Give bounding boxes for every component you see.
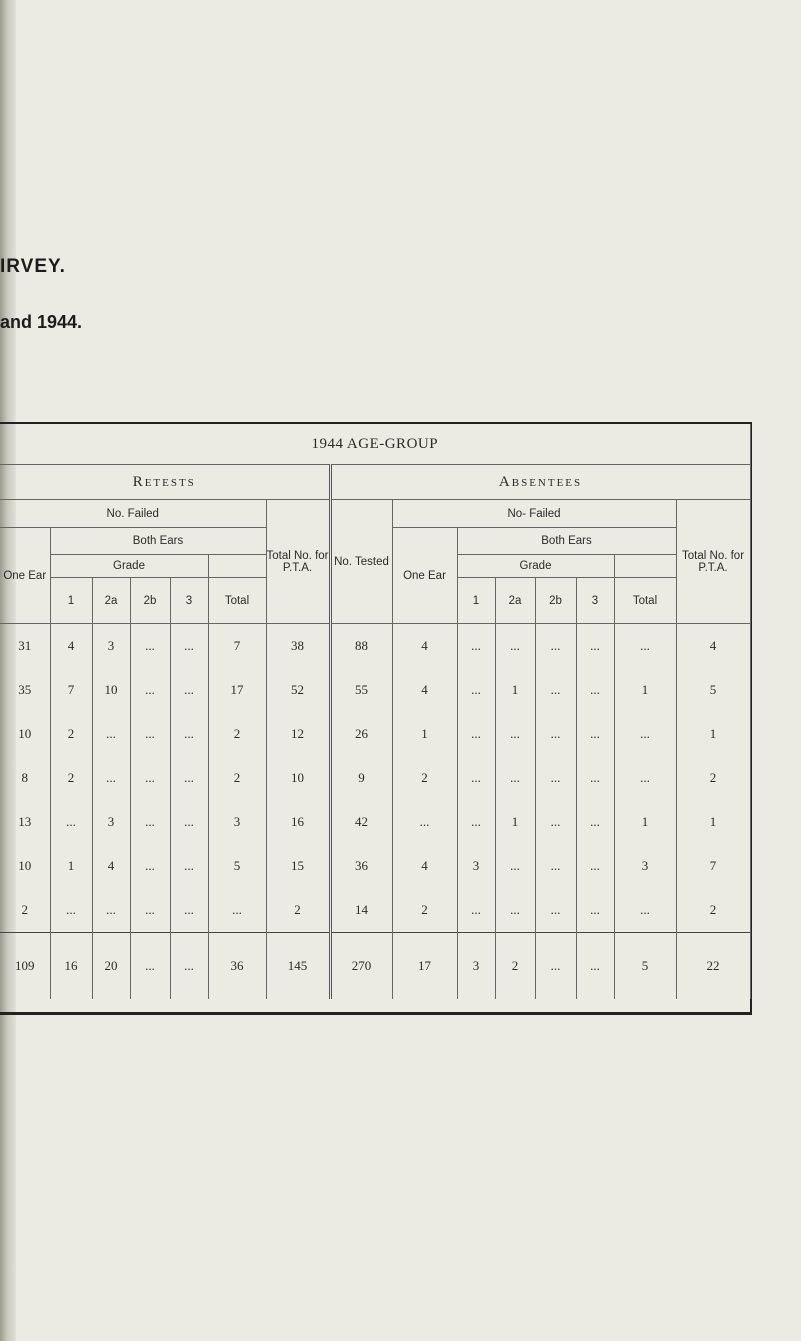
absentees-both-ears-header: Both Ears: [457, 528, 676, 555]
table-cell: ...: [535, 712, 576, 756]
table-cell: 16: [266, 800, 330, 844]
table-cell: 1: [676, 800, 750, 844]
absentees-grade-3-header: 3: [576, 578, 614, 624]
table-cell: 3: [457, 844, 495, 888]
table-cell: 2: [392, 888, 457, 933]
table-cell: ...: [50, 888, 92, 933]
table-row: [0, 668, 750, 712]
table-cell: 1: [392, 712, 457, 756]
table-cell: ...: [130, 712, 170, 756]
table-cell: 2: [266, 888, 330, 933]
table-cell: ...: [170, 933, 208, 1000]
table-cell: 2: [50, 756, 92, 800]
table-row: [0, 844, 750, 888]
table-cell: ...: [457, 888, 495, 933]
table-cell: ...: [495, 624, 535, 669]
retests-total-header: Total: [208, 578, 266, 624]
table-cell: 13: [0, 800, 50, 844]
table-cell: 4: [392, 844, 457, 888]
age-group-table: [0, 424, 751, 999]
retests-grade-1-header: 1: [50, 578, 92, 624]
table-cell: 4: [676, 624, 750, 669]
retests-both-ears-header: Both Ears: [50, 528, 266, 555]
table-cell: 1: [676, 712, 750, 756]
table-cell: 17: [208, 668, 266, 712]
absentees-blank-header: [614, 555, 676, 578]
table-cell: ...: [170, 844, 208, 888]
table-row: [0, 888, 750, 933]
table-row: [0, 712, 750, 756]
table-cell: ...: [392, 800, 457, 844]
table-cell: 1: [614, 800, 676, 844]
table-cell: 7: [676, 844, 750, 888]
absentees-grade-header: Grade: [457, 555, 614, 578]
table-cell: 1: [50, 844, 92, 888]
table-cell: 10: [92, 668, 130, 712]
table-cell: 145: [266, 933, 330, 1000]
table-cell: ...: [130, 624, 170, 669]
table-cell: 31: [0, 624, 50, 669]
table-title: 1944 AGE-GROUP: [0, 424, 750, 465]
table-cell: 16: [50, 933, 92, 1000]
table-cell: 3: [92, 624, 130, 669]
retests-grade-2a-header: 2a: [92, 578, 130, 624]
table-cell: 2: [208, 712, 266, 756]
table-cell: ...: [92, 756, 130, 800]
table-cell: 35: [0, 668, 50, 712]
table-cell: 2: [495, 933, 535, 1000]
table-cell: ...: [170, 800, 208, 844]
no-tested-header: No. Tested: [330, 500, 392, 624]
table-row: [0, 800, 750, 844]
table-cell: ...: [495, 756, 535, 800]
table-cell: 109: [0, 933, 50, 1000]
table-cell: ...: [576, 668, 614, 712]
table-cell: 2: [50, 712, 92, 756]
table-cell: 3: [614, 844, 676, 888]
table-cell: ...: [535, 756, 576, 800]
table-cell: 2: [208, 756, 266, 800]
table-cell: ...: [457, 624, 495, 669]
table-cell: 4: [392, 624, 457, 669]
retests-grade-header: Grade: [50, 555, 208, 578]
table-cell: 5: [676, 668, 750, 712]
table-row: [0, 756, 750, 800]
table-cell: 9: [330, 756, 392, 800]
retests-total-pta-header: Total No. for P.T.A.: [266, 500, 330, 624]
absentees-total-pta-header: Total No. for P.T.A.: [676, 500, 750, 624]
table-cell: 1: [495, 800, 535, 844]
absentees-total-header: Total: [614, 578, 676, 624]
table-cell: ...: [130, 668, 170, 712]
table-cell: ...: [457, 800, 495, 844]
table-cell: ...: [130, 756, 170, 800]
table-cell: ...: [614, 712, 676, 756]
heading-fragment-2: and 1944.: [0, 312, 83, 332]
table-cell: ...: [170, 888, 208, 933]
retests-grade-3-header: 3: [170, 578, 208, 624]
absentees-one-ear-header: One Ear: [392, 528, 457, 624]
retests-blank-header: [208, 555, 266, 578]
table-cell: ...: [535, 888, 576, 933]
table-cell: 270: [330, 933, 392, 1000]
table-cell: ...: [457, 756, 495, 800]
absentees-no-failed-header: No- Failed: [392, 500, 676, 528]
table-cell: 20: [92, 933, 130, 1000]
table-body: [0, 624, 750, 1000]
table-cell: 5: [208, 844, 266, 888]
table-cell: 52: [266, 668, 330, 712]
table-cell: 17: [392, 933, 457, 1000]
retests-header: Retests: [0, 465, 330, 500]
table-cell: 2: [676, 756, 750, 800]
totals-row: [0, 933, 750, 1000]
table-cell: 5: [614, 933, 676, 1000]
table-cell: 10: [0, 844, 50, 888]
table-cell: 15: [266, 844, 330, 888]
table-cell: 7: [208, 624, 266, 669]
table-cell: ...: [457, 668, 495, 712]
table-cell: 1: [614, 668, 676, 712]
table-cell: ...: [495, 844, 535, 888]
table-cell: 4: [92, 844, 130, 888]
table-cell: ...: [92, 712, 130, 756]
table-cell: ...: [535, 844, 576, 888]
absentees-grade-1-header: 1: [457, 578, 495, 624]
table-cell: 36: [208, 933, 266, 1000]
table-cell: ...: [576, 844, 614, 888]
table-cell: 22: [676, 933, 750, 1000]
table-cell: 36: [330, 844, 392, 888]
heading-fragment-1: IRVEY.: [0, 256, 66, 277]
table-row: [0, 624, 750, 669]
table-cell: ...: [535, 933, 576, 1000]
table-cell: 14: [330, 888, 392, 933]
table-cell: ...: [130, 888, 170, 933]
table-cell: 4: [392, 668, 457, 712]
retests-grade-2b-header: 2b: [130, 578, 170, 624]
table-cell: ...: [614, 756, 676, 800]
table-cell: 1: [495, 668, 535, 712]
table-cell: ...: [576, 888, 614, 933]
table-cell: 2: [392, 756, 457, 800]
table-cell: ...: [130, 800, 170, 844]
table-cell: 3: [208, 800, 266, 844]
table-cell: ...: [170, 668, 208, 712]
table-cell: ...: [170, 712, 208, 756]
table-cell: ...: [614, 624, 676, 669]
table-cell: 8: [0, 756, 50, 800]
table-cell: ...: [576, 624, 614, 669]
absentees-grade-2a-header: 2a: [495, 578, 535, 624]
table-cell: ...: [535, 800, 576, 844]
table-cell: ...: [495, 888, 535, 933]
table-cell: 3: [457, 933, 495, 1000]
table-cell: ...: [457, 712, 495, 756]
table-cell: 55: [330, 668, 392, 712]
table-cell: 12: [266, 712, 330, 756]
table-cell: ...: [170, 756, 208, 800]
table-cell: ...: [50, 800, 92, 844]
table-cell: ...: [170, 624, 208, 669]
table-cell: 10: [0, 712, 50, 756]
table-cell: 7: [50, 668, 92, 712]
table-cell: ...: [576, 933, 614, 1000]
table-cell: ...: [576, 800, 614, 844]
table-cell: 4: [50, 624, 92, 669]
table-cell: 3: [92, 800, 130, 844]
table-cell: ...: [495, 712, 535, 756]
table-cell: ...: [130, 933, 170, 1000]
table-cell: 38: [266, 624, 330, 669]
table-cell: ...: [614, 888, 676, 933]
absentees-header: Absentees: [330, 465, 750, 500]
table-cell: 2: [0, 888, 50, 933]
table-cell: ...: [130, 844, 170, 888]
table-cell: ...: [576, 712, 614, 756]
table-cell: ...: [535, 668, 576, 712]
table-cell: ...: [576, 756, 614, 800]
absentees-grade-2b-header: 2b: [535, 578, 576, 624]
retests-one-ear-header: One Ear: [0, 528, 50, 624]
retests-no-failed-header: No. Failed: [0, 500, 266, 528]
table-cell: ...: [208, 888, 266, 933]
table-cell: 42: [330, 800, 392, 844]
table-cell: 2: [676, 888, 750, 933]
table-cell: 10: [266, 756, 330, 800]
table-cell: ...: [535, 624, 576, 669]
table-cell: 88: [330, 624, 392, 669]
table-cell: 26: [330, 712, 392, 756]
table-cell: ...: [92, 888, 130, 933]
